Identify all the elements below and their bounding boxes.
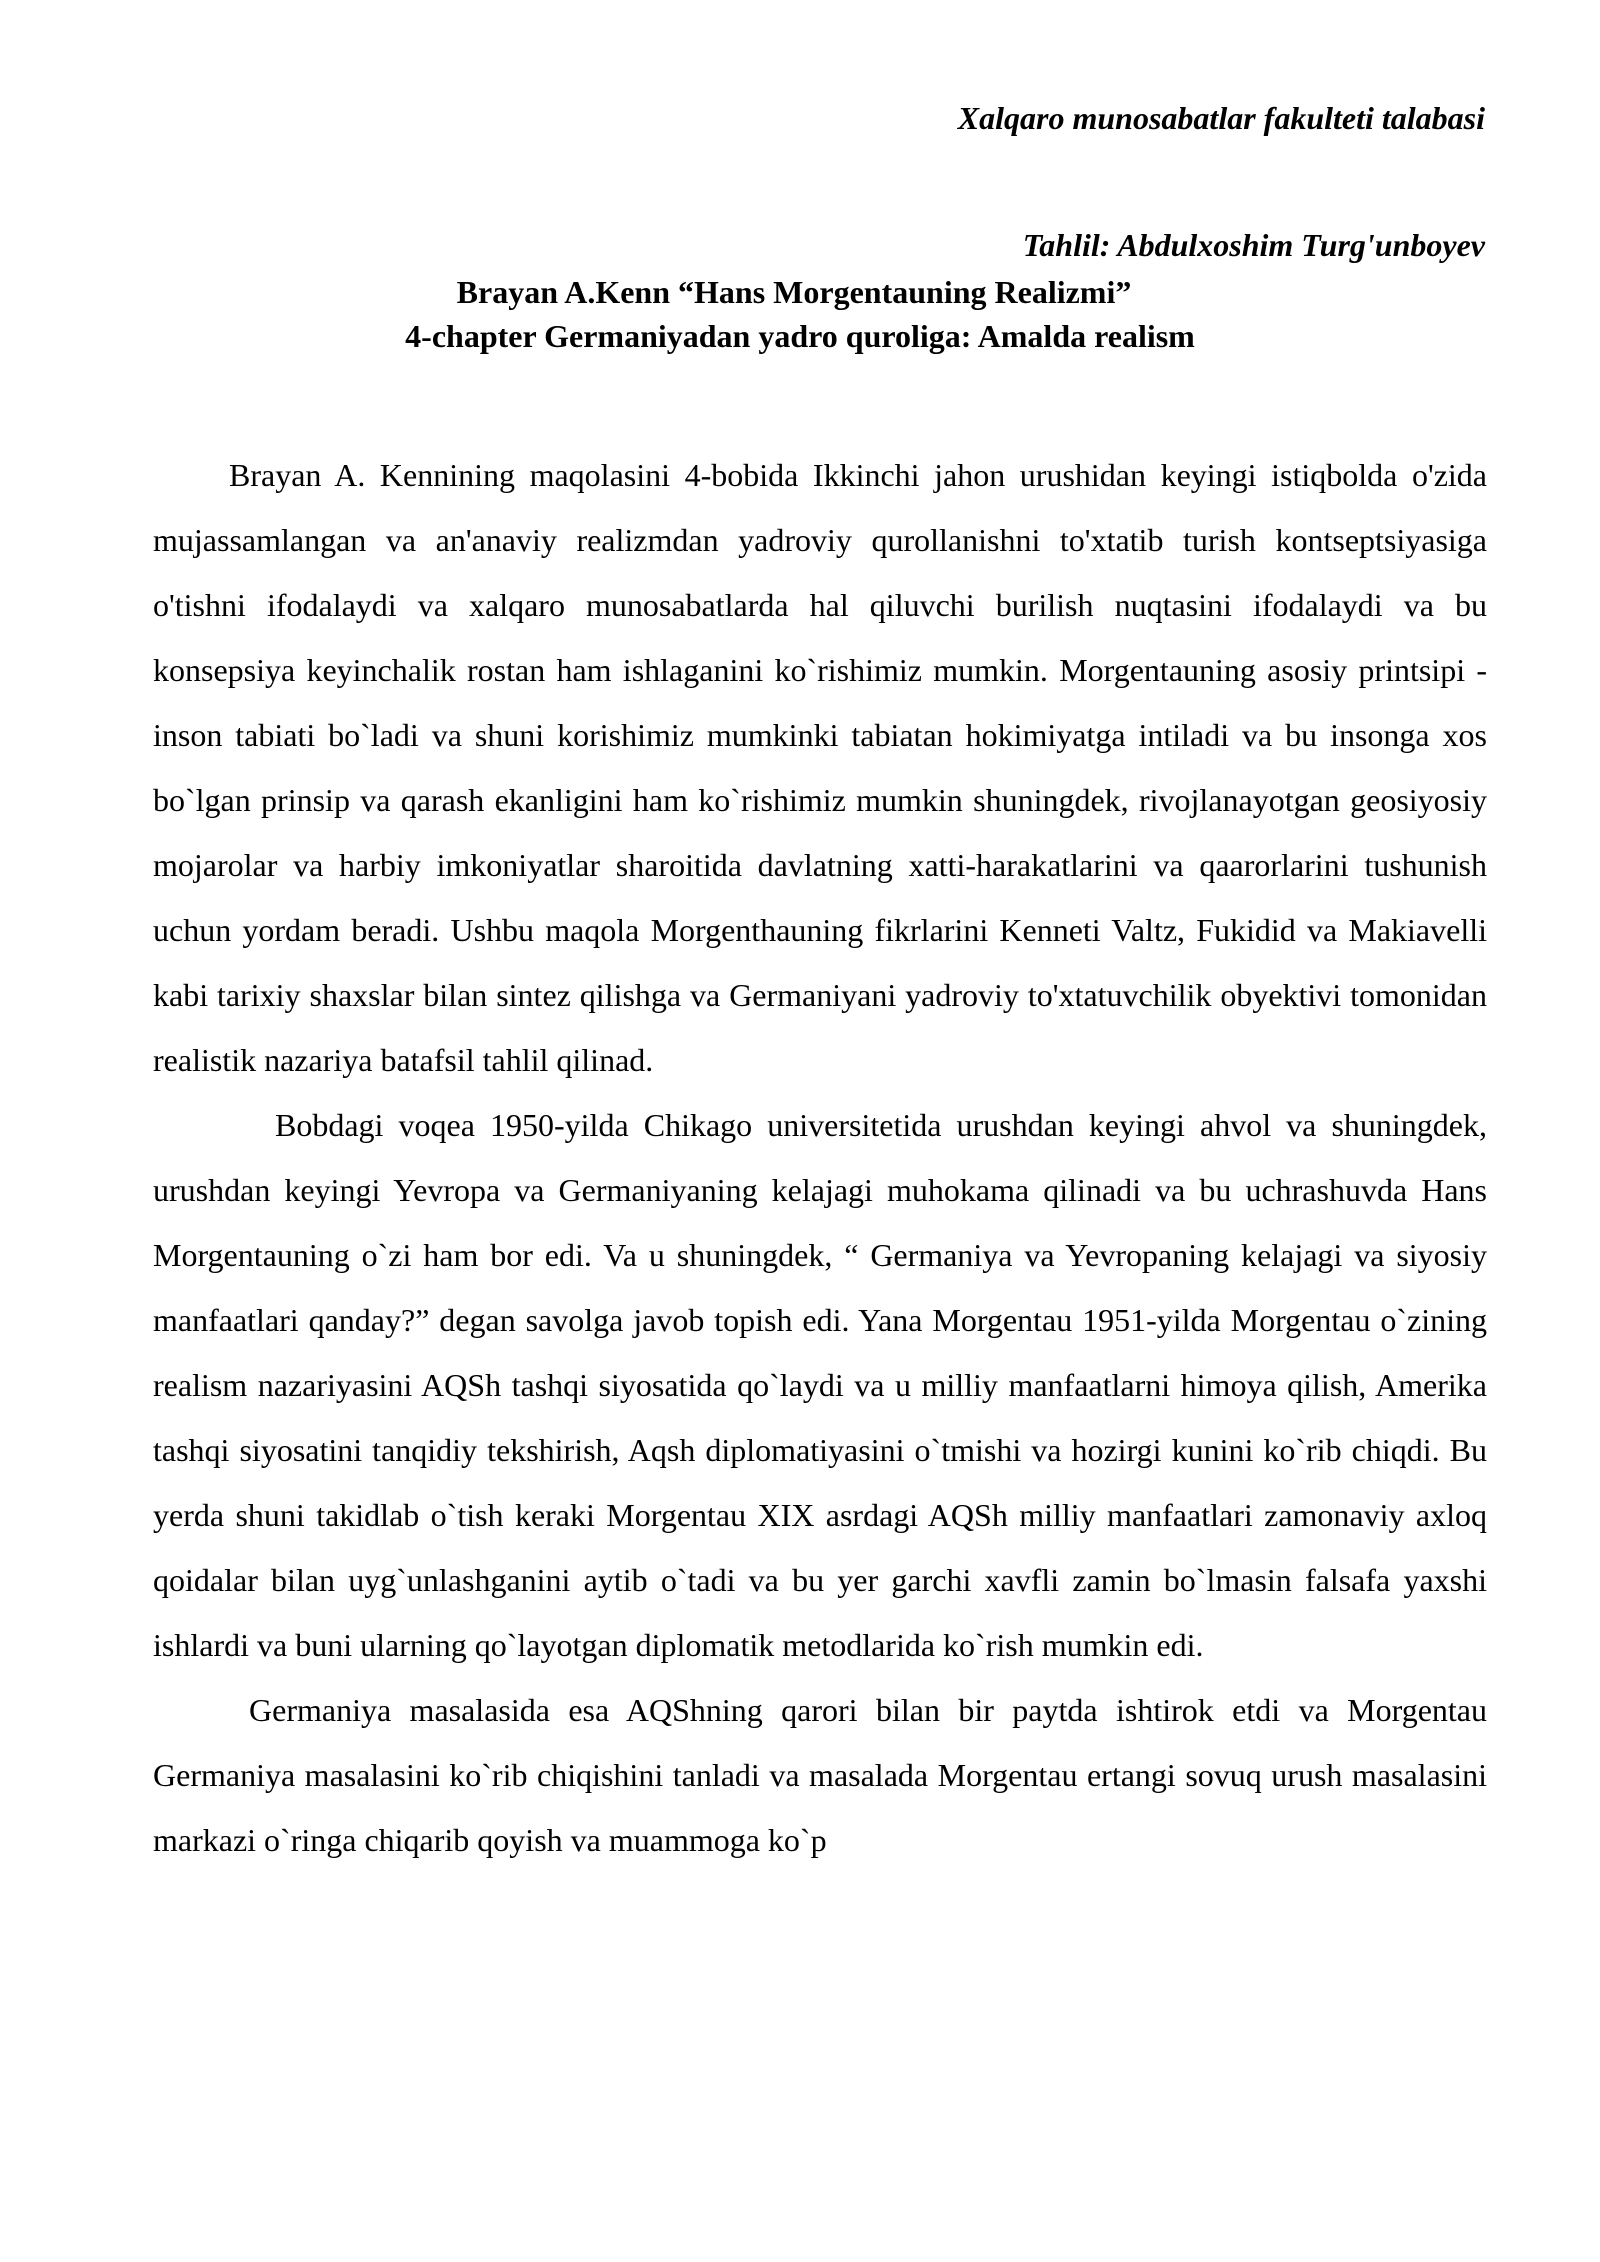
faculty-line: Xalqaro munosabatlar fakulteti talabasi (957, 100, 1485, 136)
analyst-line: Tahlil: Abdulxoshim Turg'unboyev (1022, 227, 1485, 263)
paragraph-1: Brayan A. Kennining maqolasini 4-bobida Ikkinchi jahon urushidan keyingi istiqbolda o'zida mujassamlangan va an'anaviy realizmdan yadroviy qurollanishni to'xtatib turish kontseptsiyasiga o'tishni ifodalaydi va xalqaro munosabatlarda hal qiluvchi burilish nuqtasini ifodalaydi va bu konsepsiya keyinchalik rostan ham ishlaganini ko`rishimiz mumkin. Morgentauning asosiy printsipi - inson tabiati bo`ladi va shuni korishimiz mumkinki tabiatan hokimiyatga intiladi va bu insonga xos bo`lgan prinsip va qarash ekanligini ham ko`rishimiz mumkin shuningdek, rivojlanayotgan geosiyosiy mojarolar va harbiy imkoniyatlar sharoitida davlatning xatti-harakatlarini va qaarorlarini tushunish uchun yordam beradi. Ushbu maqola Morgenthauning fikrlarini Kenneti Valtz, Fukidid va Makiavelli kabi tarixiy shaxslar bilan sintez qilishga va Germaniyani yadroviy to'xtatuvchilik obyektivi tomonidan realistik nazariya batafsil tahlil qilinad. (153, 457, 1487, 1078)
document-title: Brayan A.Kenn “Hans Morgentauning Realizmi” (456, 274, 1132, 310)
paragraph-2: Bobdagi voqea 1950-yilda Chikago universitetida urushdan keyingi ahvol va shuningdek, urushdan keyingi Yevropa va Germaniyaning kelajagi muhokama qilinadi va bu uchrashuvda Hans Morgentauning o`zi ham bor edi. Va u shuningdek, “ Germaniya va Yevropaning kelajagi va siyosiy manfaatlari qanday?” degan savolga javob topish edi. Yana Morgentau 1951-yilda Morgentau o`zining realism nazariyasini AQSh tashqi siyosatida qo`laydi va u milliy manfaatlarni himoya qilish, Amerika tashqi siyosatini tanqidiy tekshirish, Aqsh diplomatiyasini o`tmishi va hozirgi kunini ko`rib chiqdi. Bu yerda shuni takidlab o`tish keraki Morgentau XIX asrdagi AQSh milliy manfaatlari zamonaviy axloq qoidalar bilan uyg`unlashganini aytib o`tadi va bu yer garchi xavfli zamin bo`lmasin falsafa yaxshi ishlardi va buni ularning qo`layotgan diplomatik metodlarida ko`rish mumkin edi. (153, 1107, 1487, 1663)
paragraph-3: Germaniya masalasida esa AQShning qarori bilan bir paytda ishtirok etdi va Morgentau Germaniya masalasini ko`rib chiqishini tanladi va masalada Morgentau ertangi sovuq urush masalasini markazi o`ringa chiqarib qoyish va muammoga ko`p (153, 1692, 1487, 1858)
chapter-title: 4-chapter Germaniyadan yadro quroliga: Amalda realism (405, 318, 1195, 354)
document-body (153, 443, 1487, 1873)
